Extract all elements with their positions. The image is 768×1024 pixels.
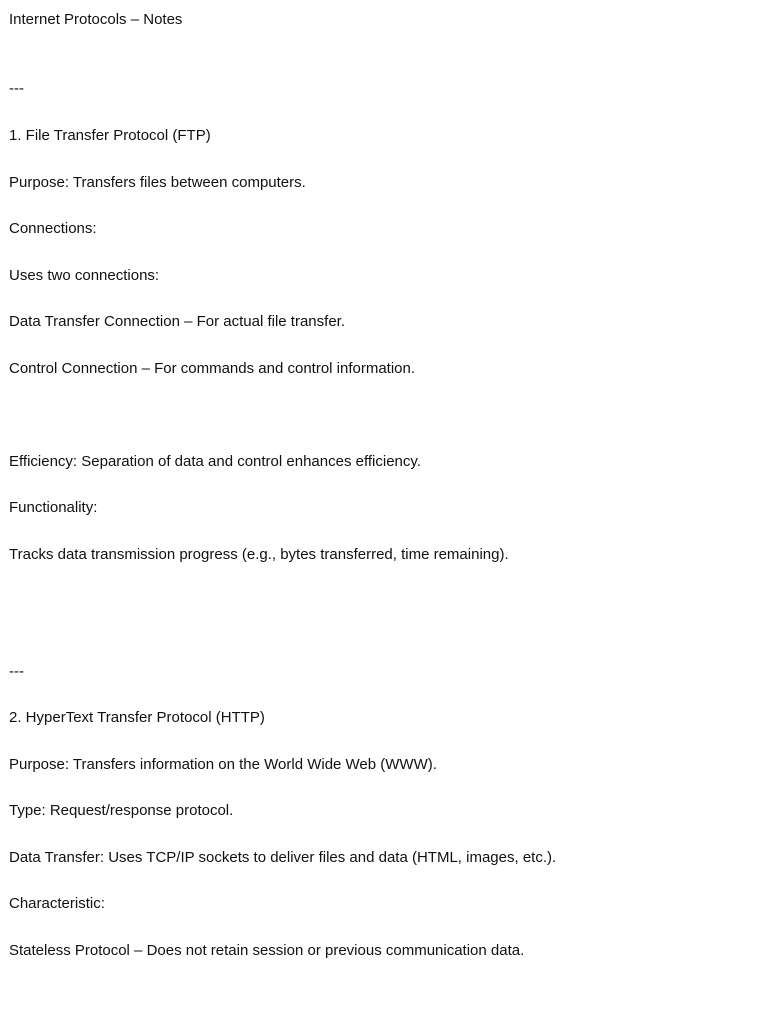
- document-title: Internet Protocols – Notes: [9, 11, 183, 28]
- ftp-connections-label: Connections:: [9, 220, 97, 237]
- http-type: Type: Request/response protocol.: [9, 802, 234, 819]
- ftp-heading: 1. File Transfer Protocol (FTP): [9, 127, 211, 144]
- ftp-data-connection: Data Transfer Connection – For actual file transfer.: [9, 313, 345, 330]
- http-heading: 2. HyperText Transfer Protocol (HTTP): [9, 709, 265, 726]
- ftp-control-connection: Control Connection – For commands and control information.: [9, 360, 416, 377]
- ftp-efficiency: Efficiency: Separation of data and control enhances efficiency.: [9, 453, 421, 470]
- http-characteristic-label: Characteristic:: [9, 895, 105, 912]
- http-data-transfer: Data Transfer: Uses TCP/IP sockets to deliver files and data (HTML, images, etc.).: [9, 849, 557, 866]
- ftp-uses-two: Uses two connections:: [9, 267, 160, 284]
- ftp-purpose: Purpose: Transfers files between computers.: [9, 174, 306, 191]
- http-purpose: Purpose: Transfers information on the World Wide Web (WWW).: [9, 756, 437, 773]
- separator: ---: [9, 663, 24, 680]
- separator: ---: [9, 80, 24, 97]
- ftp-tracks: Tracks data transmission progress (e.g., bytes transferred, time remaining).: [9, 546, 509, 563]
- ftp-functionality-label: Functionality:: [9, 499, 98, 516]
- http-stateless: Stateless Protocol – Does not retain session or previous communication data.: [9, 942, 525, 959]
